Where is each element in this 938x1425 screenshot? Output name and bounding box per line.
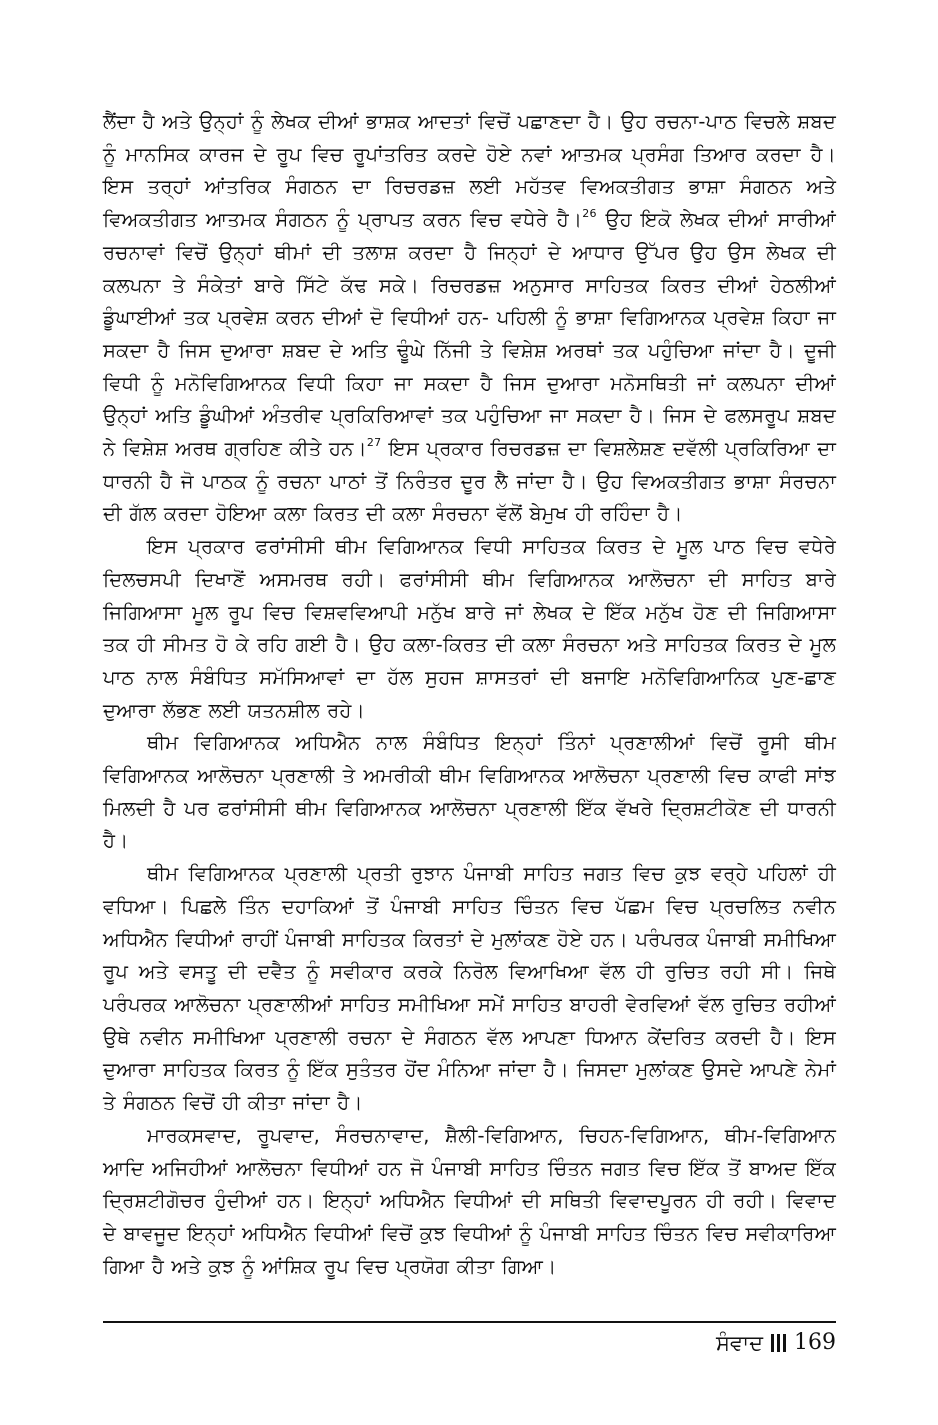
paragraph-2-text: ਇਸ ਪ੍ਰਕਾਰ ਫਰਾਂਸੀਸੀ ਥੀਮ ਵਿਗਿਆਨਕ ਵਿਧੀ ਸਾਹਿਤਕ ਕਿਰਤ ਦੇ ਮੂਲ ਪਾਠ ਵਿਚ ਵਧੇਰੇ ਦਿਲਚਸਪੀ ਦਿਖਾਣੋਂ ਅਸਮਰਥ ਰਹੀ। ਫਰਾਂਸੀਸੀ ਥੀਮ ਵਿਗਿਆਨਕ ਆਲੋਚਨਾ ਦੀ ਸਾਹਿਤ ਬਾਰੇ ਜਿਗਿਆਸਾ ਮੂਲ ਰੂਪ ਵਿਚ ਵਿਸ਼ਵਵਿਆਪੀ ਮਨੁੱਖ ਬਾਰੇ ਜਾਂ ਲੇਖਕ ਦੇ ਇੱਕ ਮਨੁੱਖ ਹੋਣ ਦੀ ਜਿਗਿਆਸਾ ਤਕ ਹੀ ਸੀਮਤ ਹੋ ਕੇ ਰਹਿ ਗਈ ਹੈ। ਉਹ ਕਲਾ-ਕਿਰਤ ਦੀ ਕਲਾ ਸੰਰਚਨਾ ਅਤੇ ਸਾਹਿਤਕ ਕਿਰਤ ਦੇ ਮੂਲ ਪਾਠ ਨਾਲ ਸੰਬੰਧਿਤ ਸਮੱਸਿਆਵਾਂ ਦਾ ਹੱਲ ਸੁਹਜ ਸ਼ਾਸਤਰਾਂ ਦੀ ਬਜਾਇ ਮਨੋਵਿਗਿਆਨਿਕ ਪੁਣ-ਛਾਣ ਦੁਆਰਾ ਲੱਭਣ ਲਈ ਯਤਨਸ਼ੀਲ ਰਹੇ। xyxy=(103,535,836,722)
paragraph-3-text: ਥੀਮ ਵਿਗਿਆਨਕ ਅਧਿਐਨ ਨਾਲ ਸੰਬੰਧਿਤ ਇਨ੍ਹਾਂ ਤਿੰਨਾਂ ਪ੍ਰਣਾਲੀਆਂ ਵਿਚੋਂ ਰੂਸੀ ਥੀਮ ਵਿਗਿਆਨਕ ਆਲੋਚਨਾ ਪ੍ਰਣਾਲੀ ਤੇ ਅਮਰੀਕੀ ਥੀਮ ਵਿਗਿਆਨਕ ਆਲੋਚਨਾ ਪ੍ਰਣਾਲੀ ਵਿਚ ਕਾਫੀ ਸਾਂਝ ਮਿਲਦੀ ਹੈ ਪਰ ਫਰਾਂਸੀਸੀ ਥੀਮ ਵਿਗਿਆਨਕ ਆਲੋਚਨਾ ਪ੍ਰਣਾਲੀ ਇੱਕ ਵੱਖਰੇ ਦ੍ਰਿਸ਼ਟੀਕੋਣ ਦੀ ਧਾਰਨੀ ਹੈ। xyxy=(103,731,836,853)
body-text xyxy=(103,106,836,1283)
paragraph-1-text-1: ਲੈਂਦਾ ਹੈ ਅਤੇ ਉਨ੍ਹਾਂ ਨੂੰ ਲੇਖਕ ਦੀਆਂ ਭਾਸ਼ਕ ਆਦਤਾਂ ਵਿਚੋਂ ਪਛਾਣਦਾ ਹੈ। ਉਹ ਰਚਨਾ-ਪਾਠ ਵਿਚਲੇ ਸ਼ਬਦ ਨੂੰ ਮਾਨਸਿਕ ਕਾਰਜ ਦੇ ਰੂਪ ਵਿਚ ਰੂਪਾਂਤਰਿਤ ਕਰਦੇ ਹੋਏ ਨਵਾਂ ਆਤਮਕ ਪ੍ਰਸੰਗ ਤਿਆਰ ਕਰਦਾ ਹੈ। ਇਸ ਤਰ੍ਹਾਂ ਆਂਤਰਿਕ ਸੰਗਠਨ ਦਾ ਰਿਚਰਡਜ਼ ਲਈ ਮਹੱਤਵ ਵਿਅਕਤੀਗਤ ਭਾਸ਼ਾ ਸੰਗਠਨ ਅਤੇ ਵਿਅਕਤੀਗਤ ਆਤਮਕ ਸੰਗਠਨ ਨੂੰ ਪ੍ਰਾਪਤ ਕਰਨ ਵਿਚ ਵਧੇਰੇ ਹੈ। xyxy=(103,110,836,232)
footnote-ref-27[interactable]: 27 xyxy=(366,435,382,449)
paragraph-1-text-2: ਉਹ ਇਕੋ ਲੇਖਕ ਦੀਆਂ ਸਾਰੀਆਂ ਰਚਨਾਵਾਂ ਵਿਚੋਂ ਉਨ੍ਹਾਂ ਥੀਮਾਂ ਦੀ ਤਲਾਸ਼ ਕਰਦਾ ਹੈ ਜਿਨ੍ਹਾਂ ਦੇ ਆਧਾਰ ਉੱਪਰ ਉਹ ਉਸ ਲੇਖਕ ਦੀ ਕਲਪਨਾ ਤੇ ਸੰਕੇਤਾਂ ਬਾਰੇ ਸਿੱਟੇ ਕੱਢ ਸਕੇ। ਰਿਚਰਡਜ਼ ਅਨੁਸਾਰ ਸਾਹਿਤਕ ਕਿਰਤ ਦੀਆਂ ਹੇਠਲੀਆਂ ਡੂੰਘਾਈਆਂ ਤਕ ਪ੍ਰਵੇਸ਼ ਕਰਨ ਦੀਆਂ ਦੋ ਵਿਧੀਆਂ ਹਨ- ਪਹਿਲੀ ਨੂੰ ਭਾਸ਼ਾ ਵਿਗਿਆਨਕ ਪ੍ਰਵੇਸ਼ ਕਿਹਾ ਜਾ ਸਕਦਾ ਹੈ ਜਿਸ ਦੁਆਰਾ ਸ਼ਬਦ ਦੇ ਅਤਿ ਢੂੰਘੇ ਨਿੱਜੀ ਤੇ ਵਿਸ਼ੇਸ਼ ਅਰਥਾਂ ਤਕ ਪਹੁੰਚਿਆ ਜਾਂਦਾ ਹੈ। ਦੂਜੀ ਵਿਧੀ ਨੂੰ ਮਨੋਵਿਗਿਆਨਕ ਵਿਧੀ ਕਿਹਾ ਜਾ ਸਕਦਾ ਹੈ ਜਿਸ ਦੁਆਰਾ ਮਨੋਸਥਿਤੀ ਜਾਂ ਕਲਪਨਾ ਦੀਆਂ ਉਨ੍ਹਾਂ ਅਤਿ ਡੂੰਘੀਆਂ ਅੰਤਰੀਵ ਪ੍ਰਕਿਰਿਆਵਾਂ ਤਕ ਪਹੁੰਚਿਆ ਜਾ ਸਕਦਾ ਹੈ। ਜਿਸ ਦੇ ਫਲਸਰੂਪ ਸ਼ਬਦ ਨੇ ਵਿਸ਼ੇਸ਼ ਅਰਥ ਗ੍ਰਹਿਣ ਕੀਤੇ ਹਨ। xyxy=(103,208,837,461)
paragraph-1-text-3: ਇਸ ਪ੍ਰਕਾਰ ਰਿਚਰਡਜ਼ ਦਾ ਵਿਸ਼ਲੇਸ਼ਣ ਦਵੱਲੀ ਪ੍ਰਕਿਰਿਆ ਦਾ ਧਾਰਨੀ ਹੈ ਜੋ ਪਾਠਕ ਨੂੰ ਰਚਨਾ ਪਾਠਾਂ ਤੋਂ ਨਿਰੰਤਰ ਦੂਰ ਲੈ ਜਾਂਦਾ ਹੈ। ਉਹ ਵਿਅਕਤੀਗਤ ਭਾਸ਼ਾ ਸੰਰਚਨਾ ਦੀ ਗੱਲ ਕਰਦਾ ਹੋਇਆ ਕਲਾ ਕਿਰਤ ਦੀ ਕਲਾ ਸੰਰਚਨਾ ਵੱਲੋਂ ਬੇਮੁਖ ਹੀ ਰਹਿੰਦਾ ਹੈ। xyxy=(103,437,836,526)
paragraph-5 xyxy=(103,1120,836,1284)
paragraph-1 xyxy=(103,106,836,531)
paragraph-4-text: ਥੀਮ ਵਿਗਿਆਨਕ ਪ੍ਰਣਾਲੀ ਪ੍ਰਤੀ ਰੁਝਾਨ ਪੰਜਾਬੀ ਸਾਹਿਤ ਜਗਤ ਵਿਚ ਕੁਝ ਵਰ੍ਹੇ ਪਹਿਲਾਂ ਹੀ ਵਧਿਆ। ਪਿਛਲੇ ਤਿੰਨ ਦਹਾਕਿਆਂ ਤੋਂ ਪੰਜਾਬੀ ਸਾਹਿਤ ਚਿੰਤਨ ਵਿਚ ਪੱਛਮ ਵਿਚ ਪ੍ਰਚਲਿਤ ਨਵੀਨ ਅਧਿਐਨ ਵਿਧੀਆਂ ਰਾਹੀਂ ਪੰਜਾਬੀ ਸਾਹਿਤਕ ਕਿਰਤਾਂ ਦੇ ਮੁਲਾਂਕਣ ਹੋਏ ਹਨ। ਪਰੰਪਰਕ ਪੰਜਾਬੀ ਸਮੀਖਿਆ ਰੂਪ ਅਤੇ ਵਸਤੂ ਦੀ ਦਵੈਤ ਨੂੰ ਸਵੀਕਾਰ ਕਰਕੇ ਨਿਰੋਲ ਵਿਆਖਿਆ ਵੱਲ ਹੀ ਰੁਚਿਤ ਰਹੀ ਸੀ। ਜਿਥੇ ਪਰੰਪਰਕ ਆਲੋਚਨਾ ਪ੍ਰਣਾਲੀਆਂ ਸਾਹਿਤ ਸਮੀਖਿਆ ਸਮੇਂ ਸਾਹਿਤ ਬਾਹਰੀ ਵੇਰਵਿਆਂ ਵੱਲ ਰੁਚਿਤ ਰਹੀਆਂ ਉਥੇ ਨਵੀਨ ਸਮੀਖਿਆ ਪ੍ਰਣਾਲੀ ਰਚਨਾ ਦੇ ਸੰਗਠਨ ਵੱਲ ਆਪਣਾ ਧਿਆਨ ਕੇਂਦਰਿਤ ਕਰਦੀ ਹੈ। ਇਸ ਦੁਆਰਾ ਸਾਹਿਤਕ ਕਿਰਤ ਨੂੰ ਇੱਕ ਸੁਤੰਤਰ ਹੋਂਦ ਮੰਨਿਆ ਜਾਂਦਾ ਹੈ। ਜਿਸਦਾ ਮੁਲਾਂਕਣ ਉਸਦੇ ਆਪਣੇ ਨੇਮਾਂ ਤੇ ਸੰਗਠਨ ਵਿਚੋਂ ਹੀ ਕੀਤਾ ਜਾਂਦਾ ਹੈ। xyxy=(103,862,836,1115)
journal-name: ਸੰਵਾਦ xyxy=(715,1331,763,1355)
paragraph-3 xyxy=(103,727,836,858)
page-footer xyxy=(716,1327,836,1359)
footnote-ref-26[interactable]: 26 xyxy=(582,206,597,220)
separator-bars-icon xyxy=(771,1334,786,1352)
page-number: 169 xyxy=(794,1330,836,1355)
paragraph-2 xyxy=(103,531,836,727)
footer-divider xyxy=(103,1321,836,1323)
paragraph-5-text: ਮਾਰਕਸਵਾਦ, ਰੂਪਵਾਦ, ਸੰਰਚਨਾਵਾਦ, ਸ਼ੈਲੀ-ਵਿਗਿਆਨ, ਚਿਹਨ-ਵਿਗਿਆਨ, ਥੀਮ-ਵਿਗਿਆਨ ਆਦਿ ਅਜਿਹੀਆਂ ਆਲੋਚਨਾ ਵਿਧੀਆਂ ਹਨ ਜੋ ਪੰਜਾਬੀ ਸਾਹਿਤ ਚਿੰਤਨ ਜਗਤ ਵਿਚ ਇੱਕ ਤੋਂ ਬਾਅਦ ਇੱਕ ਦ੍ਰਿਸ਼ਟੀਗੋਚਰ ਹੁੰਦੀਆਂ ਹਨ। ਇਨ੍ਹਾਂ ਅਧਿਐਨ ਵਿਧੀਆਂ ਦੀ ਸਥਿਤੀ ਵਿਵਾਦਪੂਰਨ ਹੀ ਰਹੀ। ਵਿਵਾਦ ਦੇ ਬਾਵਜੂਦ ਇਨ੍ਹਾਂ ਅਧਿਐਨ ਵਿਧੀਆਂ ਵਿਚੋਂ ਕੁਝ ਵਿਧੀਆਂ ਨੂੰ ਪੰਜਾਬੀ ਸਾਹਿਤ ਚਿੰਤਨ ਵਿਚ ਸਵੀਕਾਰਿਆ ਗਿਆ ਹੈ ਅਤੇ ਕੁਝ ਨੂੰ ਆਂਸ਼ਿਕ ਰੂਪ ਵਿਚ ਪ੍ਰਯੋਗ ਕੀਤਾ ਗਿਆ। xyxy=(103,1123,836,1278)
paragraph-4 xyxy=(103,858,836,1120)
